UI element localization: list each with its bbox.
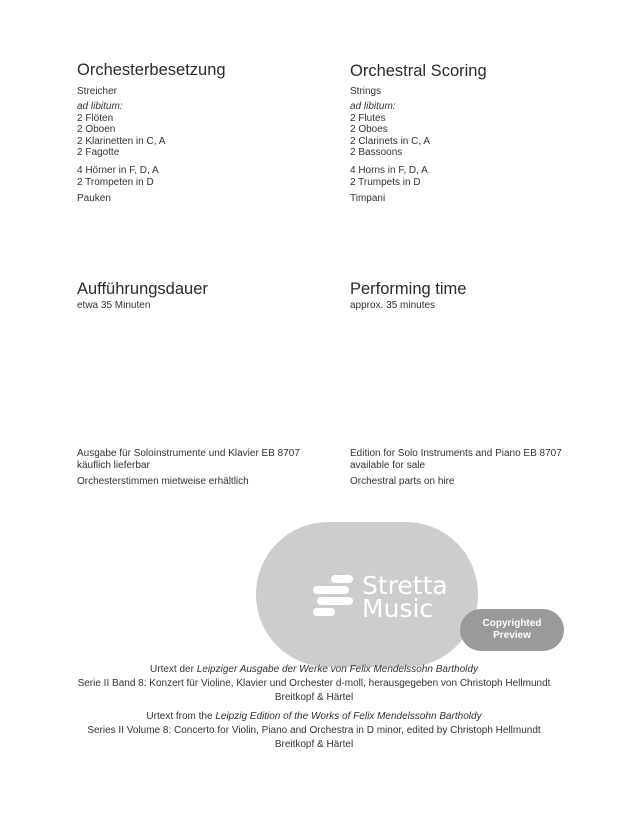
duration-heading-de: Aufführungsdauer — [77, 280, 208, 298]
list-item: 2 Fagotte — [77, 147, 120, 159]
list-item: 2 Flutes — [350, 112, 386, 124]
footer-en-series: Series II Volume 8: Concerto for Violin, Piano and Orchestra in D minor, edited by Christoph Hellmundt — [87, 725, 541, 736]
footer-de-urtext — [0, 664, 628, 676]
list-item: 2 Oboes — [350, 124, 388, 136]
list-item: 2 Trompeten in D — [77, 176, 154, 188]
watermark-word-stretta: Stretta — [362, 571, 448, 600]
brass-list-de — [77, 165, 159, 188]
watermark-word-music: Music — [362, 594, 434, 623]
edition-line: available for sale — [350, 459, 426, 471]
ad-libitum-en: ad libitum: — [350, 101, 396, 112]
badge-line: Copyrighted — [482, 618, 542, 629]
edition-en — [350, 448, 562, 471]
list-item: 2 Klarinetten in C, A — [77, 135, 166, 147]
list-item: 2 Clarinets in C, A — [350, 135, 431, 147]
duration-en: approx. 35 minutes — [350, 300, 436, 311]
footer-de-prefix: Urtext der — [150, 664, 197, 675]
ad-libitum-de: ad libitum: — [77, 101, 123, 112]
edition-line: käuflich lieferbar — [77, 459, 150, 471]
list-item: 2 Oboen — [77, 124, 116, 136]
list-item: 2 Bassoons — [350, 147, 403, 159]
scoring-heading-en: Orchestral Scoring — [350, 62, 487, 80]
footer-de-series: Serie II Band 8: Konzert für Violine, Klavier und Orchester d-moll, herausgegeben von Christoph Hellmundt — [77, 678, 551, 689]
parts-en: Orchestral parts on hire — [350, 476, 455, 487]
strings-en: Strings — [350, 86, 382, 97]
parts-de: Orchesterstimmen mietweise erhältlich — [77, 476, 249, 487]
duration-heading-en: Performing time — [350, 280, 467, 298]
footer-en-urtext — [0, 711, 628, 723]
stretta-logo-icon — [313, 575, 353, 617]
strings-de: Streicher — [77, 86, 118, 97]
badge-line: Preview — [493, 630, 531, 641]
winds-list-en — [350, 101, 430, 159]
list-item: 2 Flöten — [77, 112, 114, 124]
footer-en-publisher: Breitkopf & Härtel — [274, 739, 354, 750]
percussion-de: Pauken — [77, 193, 111, 204]
edition-de — [77, 448, 300, 471]
edition-line: Edition for Solo Instruments and Piano EB 8707 — [350, 448, 562, 459]
footer-de-publisher: Breitkopf & Härtel — [274, 692, 354, 703]
duration-de: etwa 35 Minuten — [77, 300, 151, 311]
list-item: 4 Hörner in F, D, A — [77, 165, 159, 176]
list-item: 2 Trumpets in D — [350, 176, 421, 188]
scoring-heading-de: Orchesterbesetzung — [77, 61, 226, 79]
list-item: 4 Horns in F, D, A — [350, 165, 428, 176]
footer-de-edition: Leipziger Ausgabe der Werke von Felix Mendelssohn Bartholdy — [196, 664, 478, 675]
percussion-en: Timpani — [350, 193, 386, 204]
footer-en-prefix: Urtext from the — [146, 711, 216, 722]
brass-list-en — [350, 165, 428, 188]
winds-list-de — [77, 101, 165, 159]
footer-en-edition: Leipzig Edition of the Works of Felix Mendelssohn Bartholdy — [215, 711, 482, 722]
copyright-preview-badge — [460, 609, 564, 651]
edition-line: Ausgabe für Soloinstrumente und Klavier EB 8707 — [77, 448, 300, 459]
